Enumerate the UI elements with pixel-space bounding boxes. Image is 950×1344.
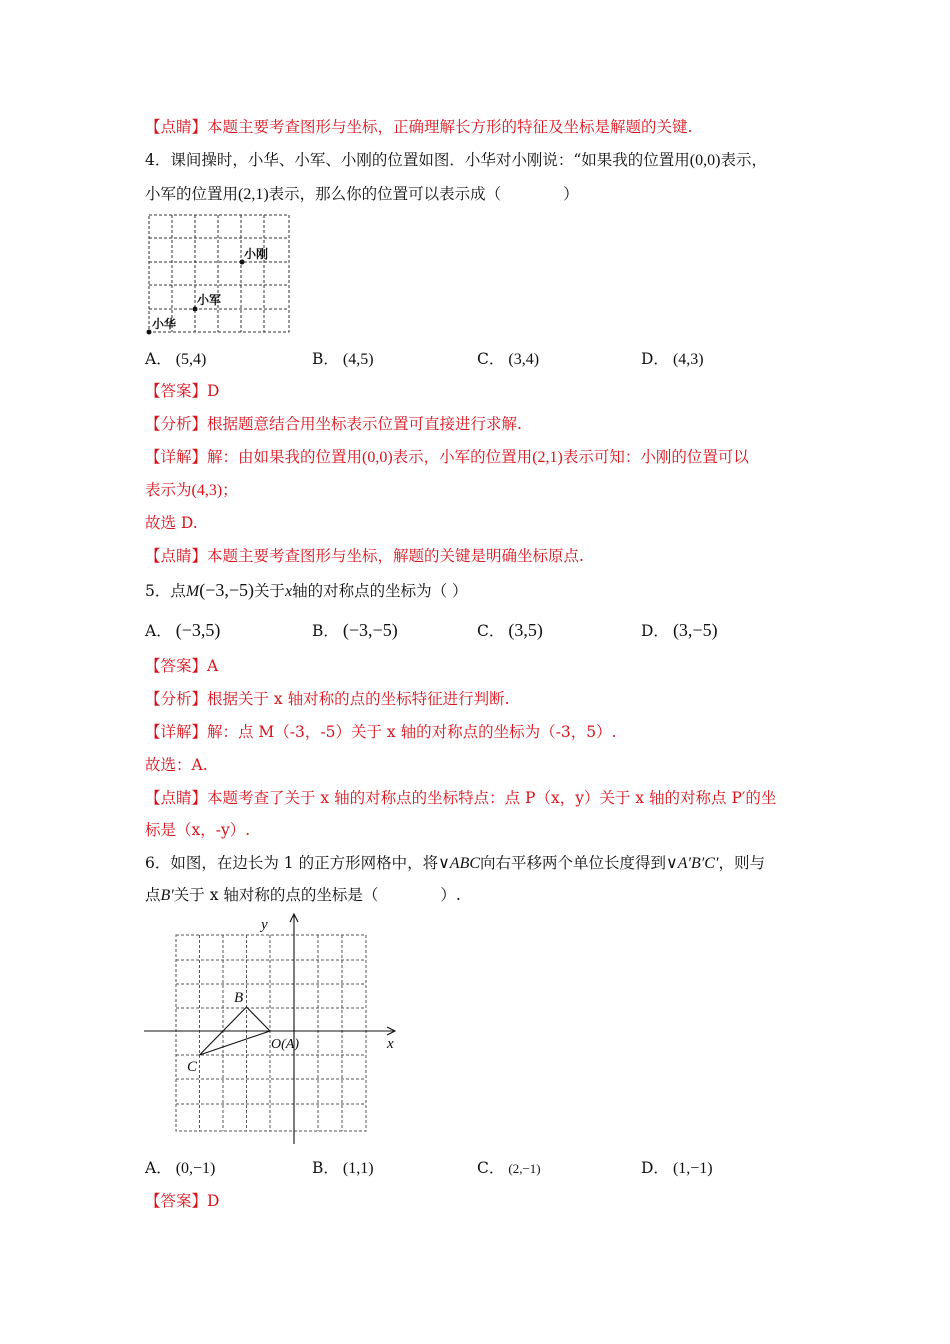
q3-tip: 【点睛】本题主要考查图形与坐标，正确理解长方形的特征及坐标是解题的关键. [145, 118, 693, 136]
q5-option-c: C． (3,5) [477, 620, 543, 640]
q5-tip-line1: 【点睛】本题考查了关于 x 轴的对称点的坐标特点：点 P（x，y）关于 x 轴的对称点 P′的坐 [145, 789, 777, 807]
hua-point [147, 330, 152, 335]
q6-answer: 【答案】D [145, 1192, 220, 1210]
q6-triangle-abc: ∨ABC [438, 855, 481, 872]
q4-option-d: D． (4,3) [641, 350, 704, 368]
q5-option-b: B． (−3,−5) [312, 620, 398, 640]
q5-option-a: A． (−3,5) [145, 620, 221, 640]
q4-detail-line1: 【详解】解：由如果我的位置用(0,0)表示，小军的位置用(2,1)表示可知：小刚的位置可以 [145, 448, 749, 466]
q5-coord: (−3,−5) [199, 580, 254, 600]
q6-triangle-abc-prime: ∨A′B′C′ [666, 855, 719, 872]
q6-option-b: B． (1,1) [312, 1159, 374, 1177]
label-origin: O(A) [271, 1037, 299, 1052]
q4-analysis: 【分析】根据题意结合用坐标表示位置可直接进行求解. [145, 415, 522, 433]
q5-point: M [185, 583, 200, 600]
q4-stem-text: 表示， [720, 151, 767, 169]
q4-stem-text: 4．课间操时，小华、小军、小刚的位置如图．小华对小刚说：“如果我的位置用 [145, 151, 690, 169]
label-y: y [261, 917, 268, 933]
q4-answer: 【答案】D [145, 382, 220, 400]
q5-detail: 【详解】解：点 M（-3，-5）关于 x 轴的对称点的坐标为（-3，5）. [145, 723, 617, 741]
q6-stem-line1: 6．如图，在边长为 1 的正方形网格中，将∨ABC向右平移两个单位长度得到∨A′B′C′，则与 [145, 854, 765, 872]
q4-grid-lines [149, 215, 289, 332]
label-b: B [234, 990, 244, 1006]
label-jun: 小军 [197, 293, 222, 307]
q6-option-d: D． (1,−1) [641, 1159, 713, 1177]
q4-grid-figure [144, 212, 294, 336]
q5-analysis: 【分析】根据关于 x 轴对称的点的坐标特征进行判断. [145, 690, 510, 708]
q4-stem-text: 表示，那么你的位置可以表示成（ ） [268, 185, 579, 203]
q6-coordinate-figure [140, 908, 405, 1150]
label-x: x [387, 1036, 394, 1052]
q5-choose: 故选：A. [145, 756, 208, 774]
q4-choose: 故选 D. [145, 514, 198, 532]
q5-option-d: D． (3,−5) [641, 620, 718, 640]
q4-detail-result: (4,3) [191, 482, 223, 499]
q4-coord-origin: (0,0) [689, 152, 721, 169]
q6-option-a: A． (0,−1) [145, 1159, 216, 1177]
q4-stem-line1 [145, 150, 767, 171]
q4-detail-origin: (0,0) [362, 449, 393, 466]
jun-point [193, 307, 198, 312]
q4-coord-jun: (2,1) [238, 186, 269, 203]
q4-stem-text: 小军的位置用 [145, 185, 239, 203]
q5-stem: 5．点M(−3,−5)关于x轴的对称点的坐标为（ ） [145, 580, 468, 600]
q4-option-b: B． (4,5) [312, 350, 374, 368]
q5-axis: x [285, 583, 293, 600]
q5-tip-line2: 标是（x，-y）. [145, 821, 251, 839]
q4-option-a: A． (5,4) [145, 350, 207, 368]
q4-tip: 【点睛】本题主要考查图形与坐标，解题的关键是明确坐标原点. [145, 547, 584, 565]
q4-stem-line2 [145, 184, 579, 205]
q4-detail-line2: 表示为(4,3)； [145, 481, 238, 499]
label-hua: 小华 [152, 317, 177, 331]
label-c: C [187, 1059, 198, 1075]
q4-option-c: C． (3,4) [477, 350, 540, 368]
q6-option-c: C． (2,−1) [477, 1159, 541, 1177]
q6-stem-line2: 点B′关于 x 轴对称的点的坐标是（ ）. [145, 886, 461, 904]
q5-answer: 【答案】A [145, 657, 219, 675]
label-gang: 小刚 [244, 247, 269, 261]
q6-point-b-prime: B′ [160, 887, 174, 904]
q4-detail-jun: (2,1) [532, 449, 563, 466]
q6-grid-lines [176, 935, 366, 1131]
